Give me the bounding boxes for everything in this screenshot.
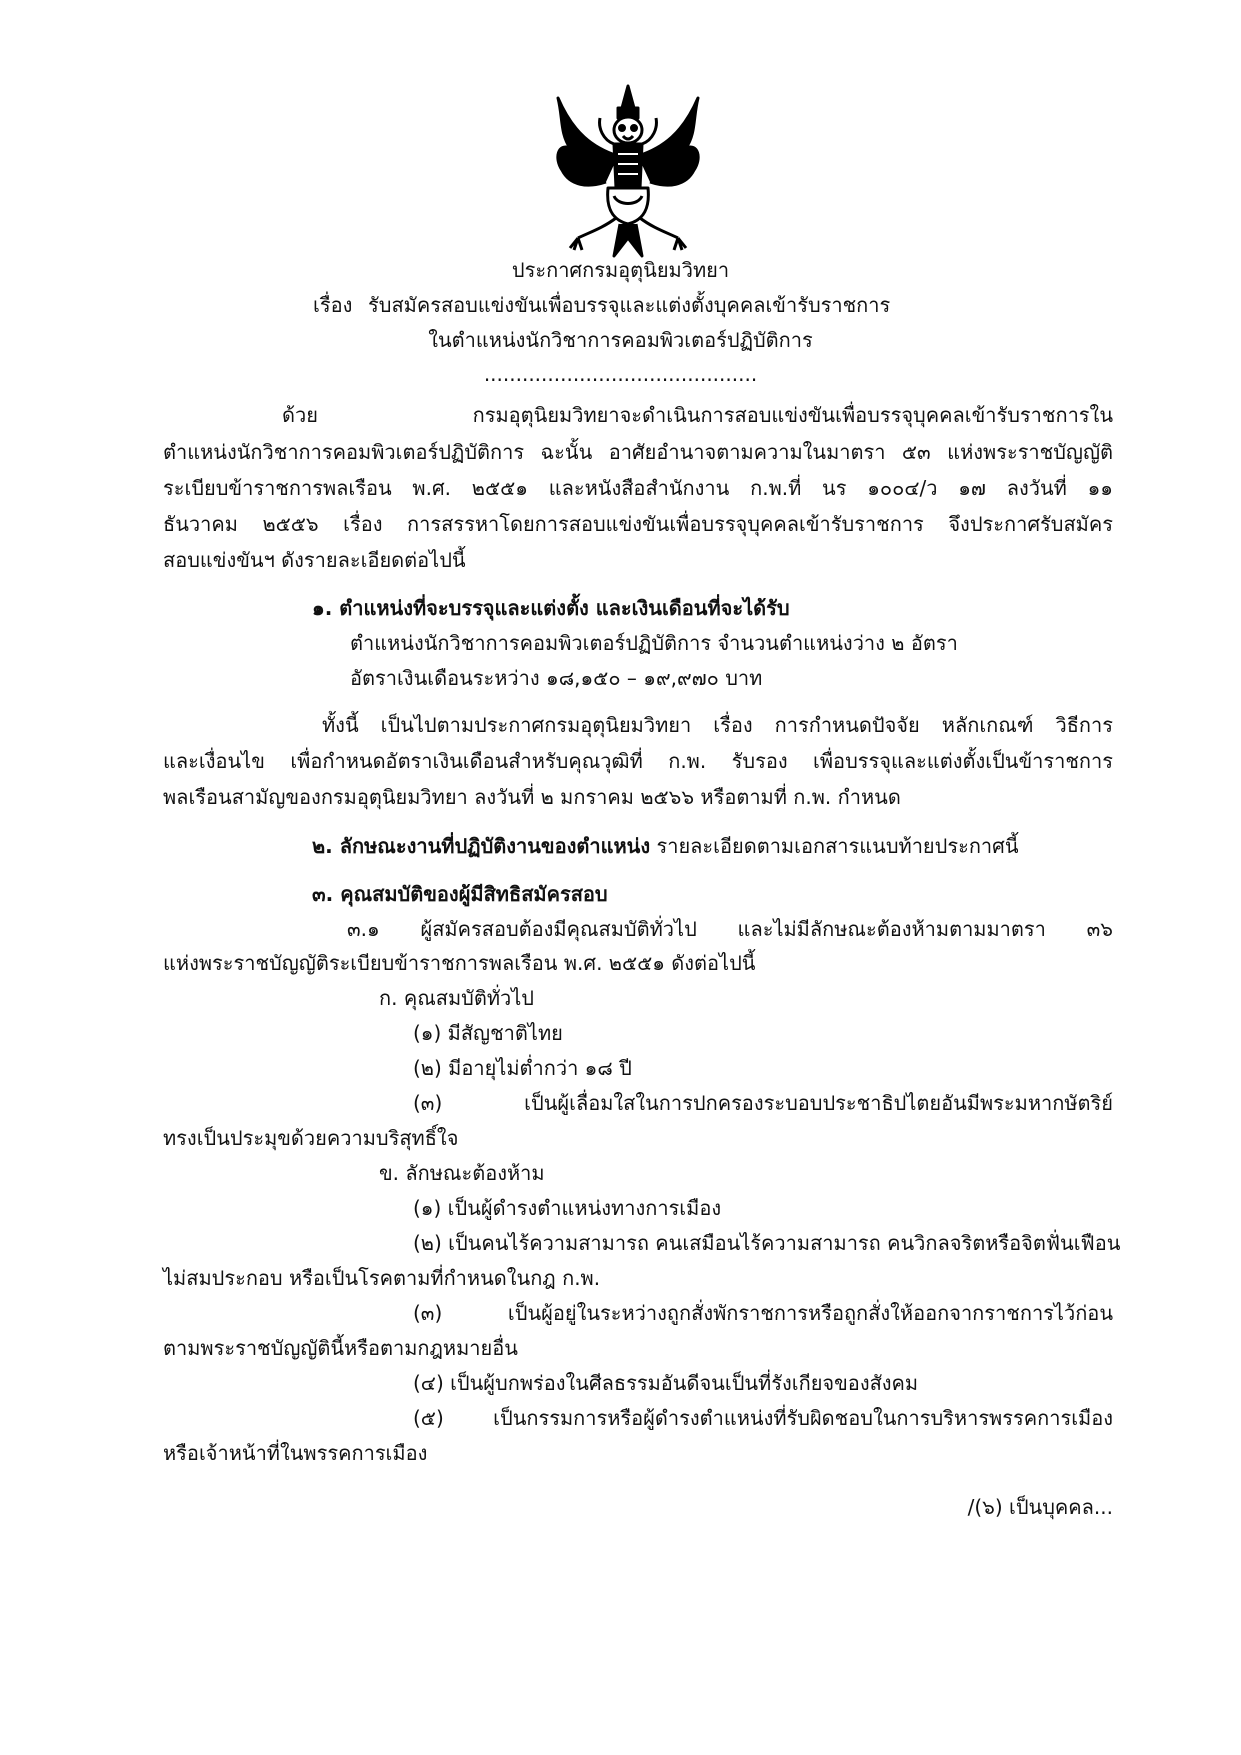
general-item: (๓) เป็นผู้เลื่อมใสในการปกครองระบอบประชาธิปไตยอันมีพระมหากษัตริย์ [413, 1091, 1113, 1115]
prohibited-heading: ข. ลักษณะต้องห้าม [379, 1161, 545, 1185]
prohibited-item-continuation: หรือเจ้าหน้าที่ในพรรคการเมือง [163, 1441, 428, 1465]
general-item: (๒) มีอายุไม่ต่ำกว่า ๑๘ ปี [413, 1056, 632, 1080]
general-item: (๑) มีสัญชาติไทย [413, 1021, 563, 1045]
prohibited-item: (๔) เป็นผู้บกพร่องในศีลธรรมอันดีจนเป็นที่รังเกียจของสังคม [413, 1371, 919, 1395]
prohibited-item: (๑) เป็นผู้ดำรงตำแหน่งทางการเมือง [413, 1196, 722, 1220]
position-line: ตำแหน่งนักวิชาการคอมพิวเตอร์ปฏิบัติการ จำนวนตำแหน่งว่าง ๒ อัตรา [350, 631, 958, 655]
title-separator: ........................................... [483, 362, 758, 386]
prohibited-item-continuation: ตามพระราชบัญญัตินี้หรือตามกฎหมายอื่น [163, 1336, 518, 1360]
section-1-note-line: พลเรือนสามัญของกรมอุตุนิยมวิทยา ลงวันที่ ๒ มกราคม ๒๕๖๖ หรือตามที่ ก.พ. กำหนด [163, 785, 901, 809]
subject-label: เรื่อง [313, 293, 353, 317]
section-3-heading: ๓. คุณสมบัติของผู้มีสิทธิสมัครสอบ [312, 882, 608, 906]
prohibited-item: (๕) เป็นกรรมการหรือผู้ดำรงตำแหน่งที่รับผิดชอบในการบริหารพรรคการเมือง [413, 1406, 1113, 1430]
general-qualifications-heading: ก. คุณสมบัติทั่วไป [379, 986, 534, 1010]
section-1-note-line: และเงื่อนไข เพื่อกำหนดอัตราเงินเดือนสำหรับคุณวุฒิที่ ก.พ. รับรอง เพื่อบรรจุและแต่งตั้งเป็นข้าราชการ [163, 749, 1113, 773]
section-2-heading: ๒. ลักษณะงานที่ปฏิบัติงานของตำแหน่ง [312, 834, 651, 858]
intro-line: ตำแหน่งนักวิชาการคอมพิวเตอร์ปฏิบัติการ ฉะนั้น อาศัยอำนาจตามความในมาตรา ๕๓ แห่งพระราชบัญญัติ [163, 440, 1113, 464]
section-2-line [312, 832, 1019, 860]
section-3-para-line: ๓.๑ ผู้สมัครสอบต้องมีคุณสมบัติทั่วไป และไม่มีลักษณะต้องห้ามตามมาตรา ๓๖ [347, 917, 1113, 941]
salary-line: อัตราเงินเดือนระหว่าง ๑๘,๑๕๐ – ๑๙,๙๗๐ บาท [350, 666, 763, 690]
section-1-heading: ๑. ตำแหน่งที่จะบรรจุและแต่งตั้ง และเงินเดือนที่จะได้รับ [312, 596, 790, 620]
subject-line-1: รับสมัครสอบแข่งขันเพื่อบรรจุและแต่งตั้งบุคคลเข้ารับราชการ [368, 293, 891, 317]
document-title: ประกาศกรมอุตุนิยมวิทยา [511, 258, 730, 282]
section-1-note-line: ทั้งนี้ เป็นไปตามประกาศกรมอุตุนิยมวิทยา เรื่อง การกำหนดปัจจัย หลักเกณฑ์ วิธีการ [322, 713, 1113, 737]
prohibited-item: (๓) เป็นผู้อยู่ในระหว่างถูกสั่งพักราชการหรือถูกสั่งให้ออกจากราชการไว้ก่อน [413, 1301, 1113, 1325]
prohibited-item: (๒) เป็นคนไร้ความสามารถ คนเสมือนไร้ความสามารถ คนวิกลจริตหรือจิตฟั่นเฟือน [413, 1231, 1121, 1255]
subject-line-2: ในตำแหน่งนักวิชาการคอมพิวเตอร์ปฏิบัติการ [428, 328, 813, 352]
intro-line: ธันวาคม ๒๕๕๖ เรื่อง การสรรหาโดยการสอบแข่งขันเพื่อบรรจุบุคคลเข้ารับราชการ จึงประกาศรับสมัคร [163, 512, 1113, 536]
prohibited-item-continuation: ไม่สมประกอบ หรือเป็นโรคตามที่กำหนดในกฎ ก.พ. [163, 1266, 601, 1290]
intro-line: ด้วย กรมอุตุนิยมวิทยาจะดำเนินการสอบแข่งขันเพื่อบรรจุบุคคลเข้ารับราชการใน [282, 403, 1113, 427]
section-2-text: รายละเอียดตามเอกสารแนบท้ายประกาศนี้ [650, 834, 1019, 858]
intro-line: ระเบียบข้าราชการพลเรือน พ.ศ. ๒๕๕๑ และหนังสือสำนักงาน ก.พ.ที่ นร ๑๐๐๔/ว ๑๗ ลงวันที่ ๑๑ [163, 476, 1113, 500]
intro-line: สอบแข่งขันฯ ดังรายละเอียดต่อไปนี้ [163, 548, 466, 572]
section-3-para-line: แห่งพระราชบัญญัติระเบียบข้าราชการพลเรือน พ.ศ. ๒๕๕๑ ดังต่อไปนี้ [163, 951, 756, 975]
garuda-emblem-icon [548, 78, 708, 268]
page-continuation: /(๖) เป็นบุคคล... [967, 1495, 1113, 1519]
general-item-continuation: ทรงเป็นประมุขด้วยความบริสุทธิ์ใจ [163, 1126, 459, 1150]
